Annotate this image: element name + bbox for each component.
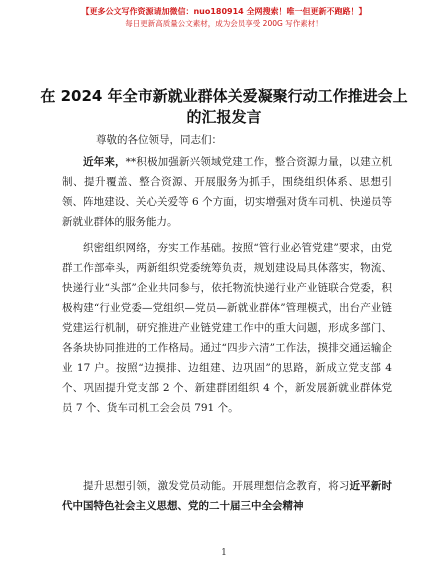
paragraph-text: **积极加强新兴领域党建工作，整合资源力量，以建立机制、提升覆盖、整合资源、开展服务为抓手，围绕组织体系、思想引领、阵地建设、关心关爱等 6 个方面，切实增强对货车司机、快递员等新就业群体的服务能力。 — [62, 156, 393, 228]
paragraph-text: 提升思想引领，激发党员动能。开展理想信念教育，将习 — [83, 480, 350, 492]
document-title: 在 2024 年全市新就业群体关爱凝聚行动工作推进会上的汇报发言 — [40, 87, 408, 126]
paragraph-3 — [62, 476, 392, 516]
paragraph-lead: 近年来， — [83, 156, 126, 168]
salutation: 尊敬的各位领导，同志们： — [96, 134, 222, 146]
page-number: 1 — [221, 548, 227, 558]
paragraph-text: 织密组织网络，夯实工作基础。按照“管行业必管党建”要求，由党群工作部牵头，两新组织党委统筹负责，规划建设局具体落实，物流、快递行业“头部”企业共同参与，依托物流快递行业产业链联合党委，积极构建“行业党委—党组织—党员—新就业群体”管理模式，出台产业链党建运行机制，研究推进产业链党建工作中的重大问题，形成多部门、各条块协同推进的工作格局。通过“四步六清”工作法，摸排交通运输企业 17 户。按照“边摸排、边组建、边巩固”的思路，新成立党支部 4 个、巩固提升党支部 2 个、新建群团组织 4 个，新发展新就业群体党员 7 个、货车司机工会会员 791 个。 — [62, 242, 392, 414]
promo-banner-line1: 【更多公文写作资源请加微信：nuo180914 全网搜索！唯一但更新不跑路！】 — [81, 7, 367, 16]
paragraph-2 — [62, 238, 392, 418]
promo-banner-line2: 每日更新高质量公文素材，成为会员享受 200G 写作素材！ — [125, 19, 323, 28]
paragraph-1 — [62, 152, 392, 232]
paragraph-bold-text: 近平新时代中国特色社会主义思想、党的二十届三中全会精神 — [62, 480, 393, 512]
